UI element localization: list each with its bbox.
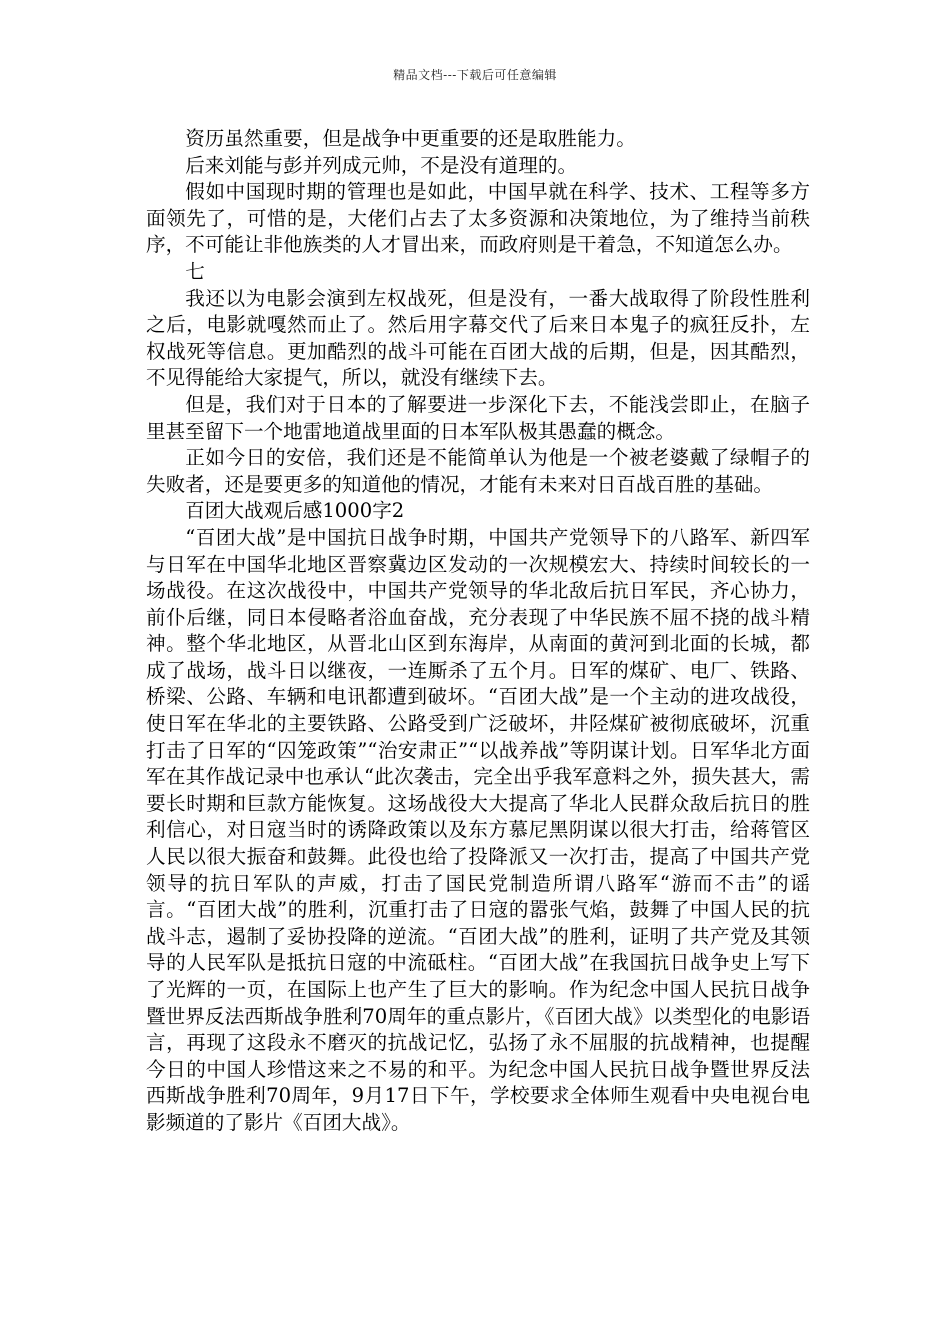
section-title: 百团大战观后感1000字2 bbox=[185, 499, 405, 523]
section-number: 七 bbox=[185, 259, 205, 283]
paragraph: 假如中国现时期的管理也是如此，中国早就在科学、技术、工程等多方面领先了，可惜的是，大佬们占去了太多资源和决策地位，为了维持当前秩序，不可能让非他族类的人才冒出来，而政府则是干着急，不知道怎么办。 bbox=[146, 180, 810, 257]
paragraph: 资历虽然重要，但是战争中更重要的还是取胜能力。 bbox=[185, 127, 636, 150]
paragraph: “百团大战”是中国抗日战争时期，中国共产党领导下的八路军、新四军与日军在中国华北地区晋察冀边区发动的一次规模宏大、持续时间较长的一场战役。在这次战役中，中国共产党领导的华北敌后抗日军民，齐心协力，前仆后继，同日本侵略者浴血奋战，充分表现了中华民族不屈不挠的战斗精神。整个华北地区，从晋北山区到东海岸，从南面的黄河到北面的长城，都成了战场，战斗日以继夜，一连厮杀了五个月。日军的煤矿、电厂、铁路、桥梁、公路、车辆和电讯都遭到破坏。“百团大战”是一个主动的进攻战役，使日军在华北的主要铁路、公路受到广泛破坏，井陉煤矿被彻底破坏，沉重打击了日军的“囚笼政策”“治安肃正”“以战养战”等阴谋计划。日军华北方面军在其作战记录中也承认“此次袭击，完全出乎我军意料之外，损失甚大，需要长时期和巨款方能恢复。这场战役大大提高了华北人民群众敌后抗日的胜利信心，对日寇当时的诱降政策以及东方慕尼黑阴谋以很大打击，给蒋管区人民以很大振奋和鼓舞。此役也给了投降派又一次打击，提高了中国共产党领导的抗日军队的声威，打击了国民党制造所谓八路军“游而不击”的谣言。“百团大战”的胜利，沉重打击了日寇的嚣张气焰，鼓舞了中国人民的抗战斗志，遏制了妥协投降的逆流。“百团大战”的胜利，证明了共产党及其领导的人民军队是抵抗日寇的中流砥柱。“百团大战”在我国抗日战争史上写下了光辉的一页，在国际上也产生了巨大的影响。作为纪念中国人民抗日战争暨世界反法西斯战争胜利70周年的重点影片，《百团大战》以类型化的电影语言，再现了这段永不磨灭的抗战记忆，弘扬了永不屈服的抗战精神，也提醒今日的中国人珍惜这来之不易的和平。为纪念中国人民抗日战争暨世界反法西斯战争胜利70周年，9月17日下午，学校要求全体师生观看中央电视台电影频道的了影片《百团大战》。 bbox=[146, 525, 810, 1134]
paragraph: 我还以为电影会演到左权战死，但是没有，一番大战取得了阶段性胜利之后，电影就嘎然而止了。然后用字幕交代了后来日本鬼子的疯狂反扑，左权战死等信息。更加酷烈的战斗可能在百团大战的后期，但是，因其酷烈，不见得能给大家提气，所以，就没有继续下去。 bbox=[146, 286, 810, 390]
paragraph: 正如今日的安倍，我们还是不能简单认为他是一个被老婆戴了绿帽子的失败者，还是要更多的知道他的情况，才能有未来对日百战百胜的基础。 bbox=[146, 446, 810, 496]
page-header: 精品文档---下载后可任意编辑 bbox=[393, 68, 557, 82]
paragraph: 但是，我们对于日本的了解要进一步深化下去，不能浅尝即止，在脑子里甚至留下一个地雷地道战里面的日本军队极其愚蠢的概念。 bbox=[146, 392, 810, 443]
paragraph: 后来刘能与彭并列成元帅，不是没有道理的。 bbox=[185, 153, 578, 177]
document-body bbox=[146, 126, 810, 1137]
